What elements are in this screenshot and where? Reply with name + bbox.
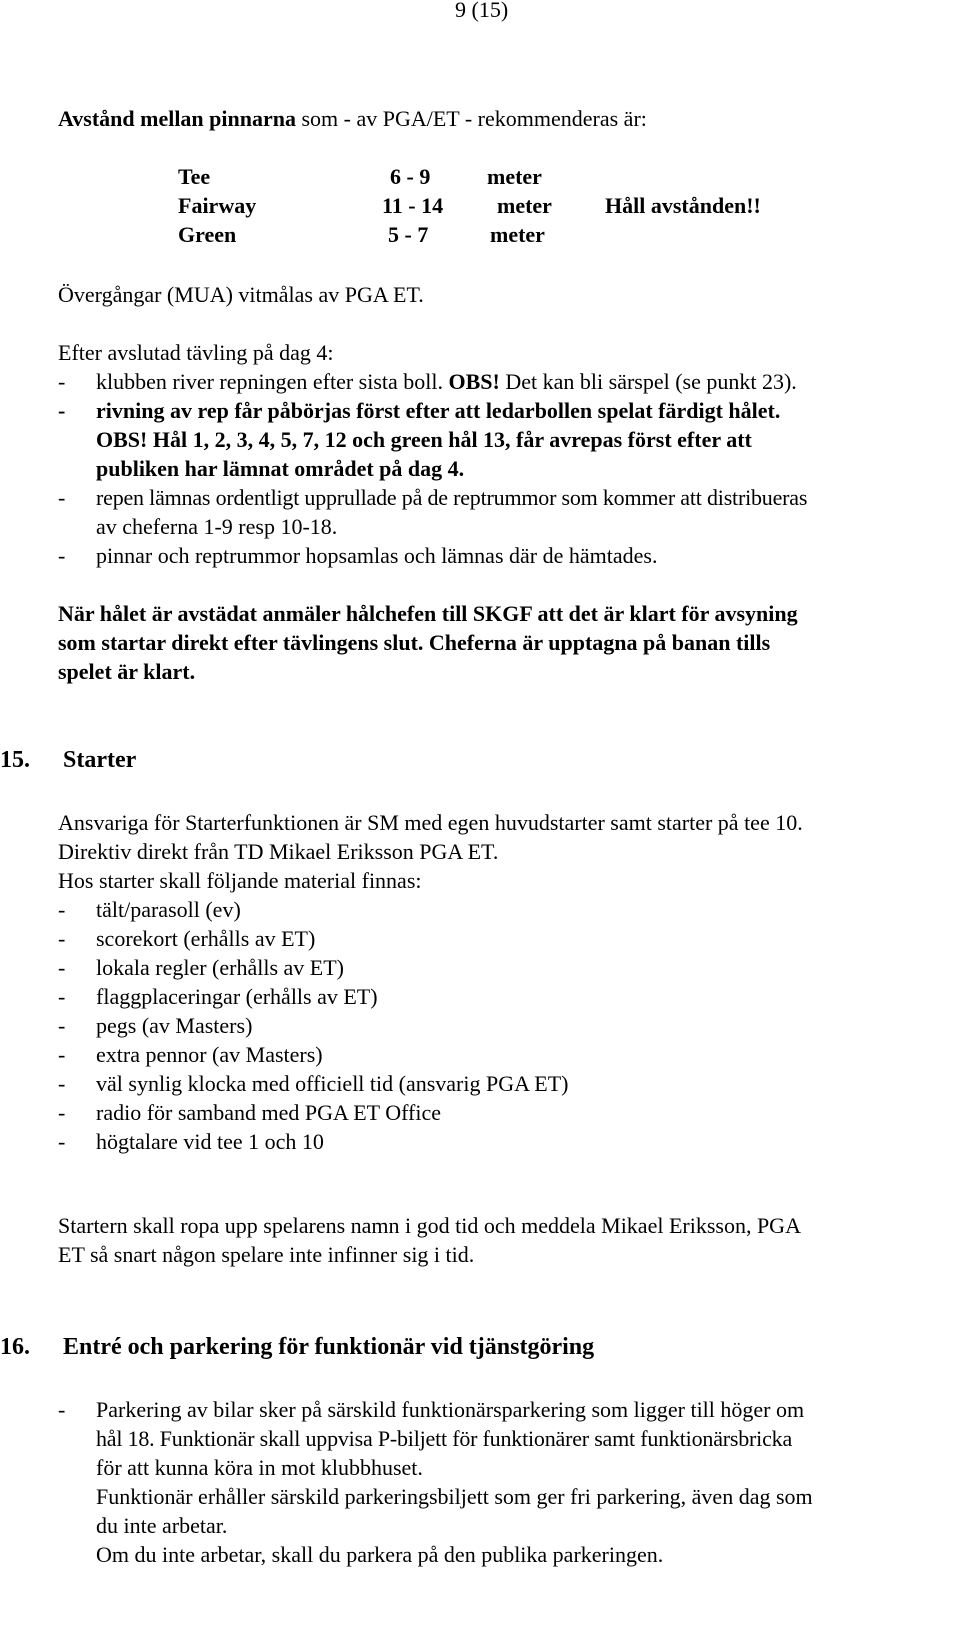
distance-unit-tee: meter xyxy=(487,164,542,189)
after-item-2-line-2: OBS! Hål 1, 2, 3, 4, 5, 7, 12 och green hål 13, får avrepas först efter att xyxy=(96,427,752,452)
page-number: 9 (15) xyxy=(455,0,509,22)
section-16-title: Entré och parkering för funktionär vid tjänstgöring xyxy=(63,1334,595,1360)
parking-line-2: hål 18. Funktionär skall uppvisa P-biljett för funktionärer samt funktionärsbricka xyxy=(96,1426,793,1451)
starter-call-line-2: ET så snart någon spelare inte infinner sig i tid. xyxy=(58,1242,475,1267)
material-dash-5: - xyxy=(58,1013,66,1038)
parking-line-3: för att kunna köra in mot klubbhuset. xyxy=(96,1455,423,1480)
after-item-3-dash: - xyxy=(58,485,66,510)
after-item-1-dash: - xyxy=(58,369,66,394)
distance-note: Håll avstånden!! xyxy=(605,193,761,218)
after-item-3-line-2: av cheferna 1-9 resp 10-18. xyxy=(96,514,338,539)
hole-clear-line-2: som startar direkt efter tävlingens slut. Cheferna är upptagna på banan tills xyxy=(58,630,771,655)
distance-label-fairway: Fairway xyxy=(178,193,257,218)
material-item-9: högtalare vid tee 1 och 10 xyxy=(96,1129,324,1154)
after-item-1 xyxy=(96,368,797,396)
after-heading: Efter avslutad tävling på dag 4: xyxy=(58,340,334,365)
intro-line xyxy=(58,105,647,133)
material-dash-1: - xyxy=(58,897,66,922)
material-dash-2: - xyxy=(58,926,66,951)
after-item-1-a: klubben river repningen efter sista boll. xyxy=(96,369,444,394)
material-item-7: väl synlig klocka med officiell tid (ansvarig PGA ET) xyxy=(96,1071,569,1096)
parking-dash: - xyxy=(58,1397,66,1422)
distance-unit-green: meter xyxy=(490,222,545,247)
section-15-title: Starter xyxy=(63,747,137,773)
parking-line-5: du inte arbetar. xyxy=(96,1513,228,1538)
section-16-number: 16. xyxy=(0,1334,30,1360)
distance-range-green: 5 - 7 xyxy=(388,222,429,247)
material-dash-7: - xyxy=(58,1071,66,1096)
section-15-number: 15. xyxy=(0,747,30,773)
material-item-5: pegs (av Masters) xyxy=(96,1013,253,1038)
material-item-3: lokala regler (erhålls av ET) xyxy=(96,955,344,980)
distance-unit-fairway: meter xyxy=(497,193,552,218)
distance-range-fairway: 11 - 14 xyxy=(382,193,444,218)
distance-label-green: Green xyxy=(178,222,237,247)
after-item-2-line-3: publiken har lämnat området på dag 4. xyxy=(96,456,465,481)
hole-clear-line-1: När hålet är avstädat anmäler hålchefen till SKGF att det är klart för avsyning xyxy=(58,601,798,626)
material-item-8: radio för samband med PGA ET Office xyxy=(96,1100,441,1125)
hole-clear-line-3: spelet är klart. xyxy=(58,659,196,684)
after-item-2-line-1: rivning av rep får påbörjas först efter att ledarbollen spelat färdigt hålet. xyxy=(96,398,781,423)
parking-line-4: Funktionär erhåller särskild parkeringsbiljett som ger fri parkering, även dag som xyxy=(96,1484,813,1509)
after-item-1-b: Det kan bli särspel (se punkt 23). xyxy=(499,369,797,394)
material-dash-6: - xyxy=(58,1042,66,1067)
parking-line-1: Parkering av bilar sker på särskild funktionärsparkering som ligger till höger om xyxy=(96,1397,805,1422)
crossings-line: Övergångar (MUA) vitmålas av PGA ET. xyxy=(58,282,424,307)
section-15-p2: Direktiv direkt från TD Mikael Eriksson PGA ET. xyxy=(58,839,499,864)
material-dash-4: - xyxy=(58,984,66,1009)
parking-line-6: Om du inte arbetar, skall du parkera på den publika parkeringen. xyxy=(96,1542,664,1567)
after-item-4: pinnar och reptrummor hopsamlas och lämnas där de hämtades. xyxy=(96,543,658,568)
material-dash-8: - xyxy=(58,1100,66,1125)
material-item-2: scorekort (erhålls av ET) xyxy=(96,926,316,951)
section-15-p1: Ansvariga för Starterfunktionen är SM med egen huvudstarter samt starter på tee 10. xyxy=(58,810,803,835)
material-dash-9: - xyxy=(58,1129,66,1154)
after-item-2-dash: - xyxy=(58,398,66,423)
intro-rest: som - av PGA/ET - rekommenderas är: xyxy=(295,106,647,131)
distance-range-tee: 6 - 9 xyxy=(390,164,431,189)
material-item-1: tält/parasoll (ev) xyxy=(96,897,241,922)
section-15-p3: Hos starter skall följande material finnas: xyxy=(58,868,422,893)
distance-label-tee: Tee xyxy=(178,164,211,189)
after-item-1-obs: OBS! xyxy=(448,369,500,394)
after-item-3-line-1: repen lämnas ordentligt upprullade på de reptrummor som kommer att distribueras xyxy=(96,485,808,510)
material-dash-3: - xyxy=(58,955,66,980)
material-item-6: extra pennor (av Masters) xyxy=(96,1042,323,1067)
starter-call-line-1: Startern skall ropa upp spelarens namn i god tid och meddela Mikael Eriksson, PGA xyxy=(58,1213,801,1238)
material-item-4: flaggplaceringar (erhålls av ET) xyxy=(96,984,378,1009)
intro-bold: Avstånd mellan pinnarna xyxy=(58,106,296,131)
after-item-4-dash: - xyxy=(58,543,66,568)
